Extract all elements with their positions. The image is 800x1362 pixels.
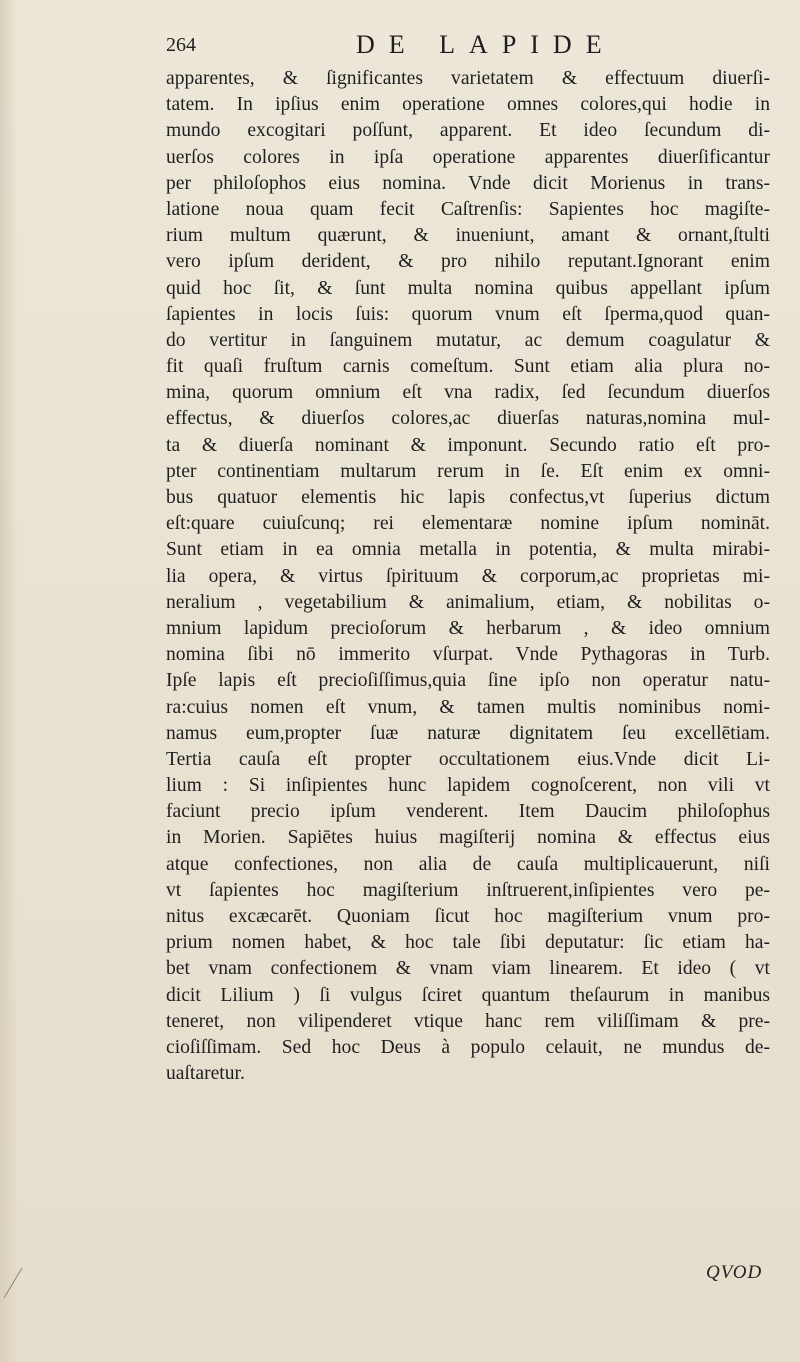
text-line: ſapientes in locis ſuis: quorum vnum eſt ſperma,quod quan- [166,303,770,325]
text-line: bet vnam confectionem & vnam viam linearem. Et ideo ( vt [166,958,770,980]
text-line: pter continentiam multarum rerum in ſe. Eſt enim ex omni- [166,460,770,482]
text-line: uerſos colores in ipſa operatione apparentes diuerſificantur [166,146,770,168]
page-gutter-shadow [0,0,18,1362]
running-head: DE LAPIDE [356,30,616,59]
text-line: Ipſe lapis eſt precioſiſſimus,quia ſine ipſo non operatur natu- [166,670,770,692]
text-line: cioſiſſimam. Sed hoc Deus à populo celauit, ne mundus de- [166,1036,770,1058]
text-line: rium multum quærunt, & inueniunt, amant & ornant,ſtulti [166,225,770,247]
text-line: fit quaſi fruſtum carnis comeſtum. Sunt etiam alia plura no- [166,356,770,378]
text-line: per philoſophos eius nomina. Vnde dicit Morienus in trans- [166,172,770,194]
text-line: teneret, non vilipenderet vtique hanc rem viliſſimam & pre- [166,1010,770,1032]
text-line: atque confectiones, non alia de cauſa multiplicauerunt, niſi [166,853,770,875]
text-line: quid hoc ſit, & ſunt multa nomina quibus appellant ipſum [166,277,770,299]
text-line: mundo excogitari poſſunt, apparent. Et ideo ſecundum di- [166,120,770,142]
text-line: mnium lapidum precioſorum & herbarum , & ideo omnium [166,617,770,639]
text-line: effectus, & diuerſos colores,ac diuerſas naturas,nomina mul- [166,408,770,430]
text-line: in Morien. Sapiētes huius magiſterij nomina & effectus eius [166,827,770,849]
text-line: vero ipſum derident, & pro nihilo reputant.Ignorant enim [166,251,770,273]
text-line: do vertitur in ſanguinem mutatur, ac demum coagulatur & [166,329,770,351]
text-line: tatem. In ipſius enim operatione omnes colores,qui hodie in [166,94,770,116]
text-line: bus quatuor elementis hic lapis confectus,vt ſuperius dictum [166,487,770,508]
text-line: nomina ſibi nō immerito vſurpat. Vnde Pythagoras in Turb. [166,644,770,666]
text-line: apparentes, & ſignificantes varietatem & effectuum diuerſi- [166,68,770,89]
text-line: prium nomen habet, & hoc tale ſibi deputatur: ſic etiam ha- [166,932,770,954]
text-line: eſt:quare cuiuſcunq; rei elementaræ nomine ipſum nomināt. [166,513,770,535]
text-line: dicit Lilium ) ſi vulgus ſciret quantum theſaurum in manibus [166,984,770,1006]
text-line: lium : Si inſipientes hunc lapidem cognoſcerent, non vili vt [166,775,770,797]
text-line: nitus excæcarēt. Quoniam ſicut hoc magiſterium vnum pro- [166,906,770,927]
catchword: QVOD [706,1262,763,1283]
text-line: vt ſapientes hoc magiſterium inſtruerent,inſipientes vero pe- [166,879,770,901]
text-line: ta & diuerſa nominant & imponunt. Secundo ratio eſt pro- [166,434,770,456]
text-line: Sunt etiam in ea omnia metalla in potentia, & multa mirabi- [166,539,770,561]
text-line: Tertia cauſa eſt propter occultationem eius.Vnde dicit Li- [166,748,770,770]
text-line: mina, quorum omnium eſt vna radix, ſed ſecundum diuerſos [166,382,770,404]
page-number: 264 [166,34,196,56]
stray-pencil-mark [0,1262,40,1302]
text-line: lia opera, & virtus ſpirituum & corporum,ac proprietas mi- [166,565,770,587]
text-line: ra:cuius nomen eſt vnum, & tamen multis nominibus nomi- [166,696,770,718]
text-line: uaſtaretur. [166,1063,245,1085]
text-line: neralium , vegetabilium & animalium, etiam, & nobilitas o- [166,591,770,613]
body-text [166,66,770,1087]
text-line: faciunt precio ipſum venderent. Item Daucim philoſophus [166,801,770,823]
text-line: namus eum,propter ſuæ naturæ dignitatem ſeu excellētiam. [166,722,770,744]
text-line: latione noua quam fecit Caſtrenſis: Sapientes hoc magiſte- [166,198,770,220]
page-header [166,30,766,70]
